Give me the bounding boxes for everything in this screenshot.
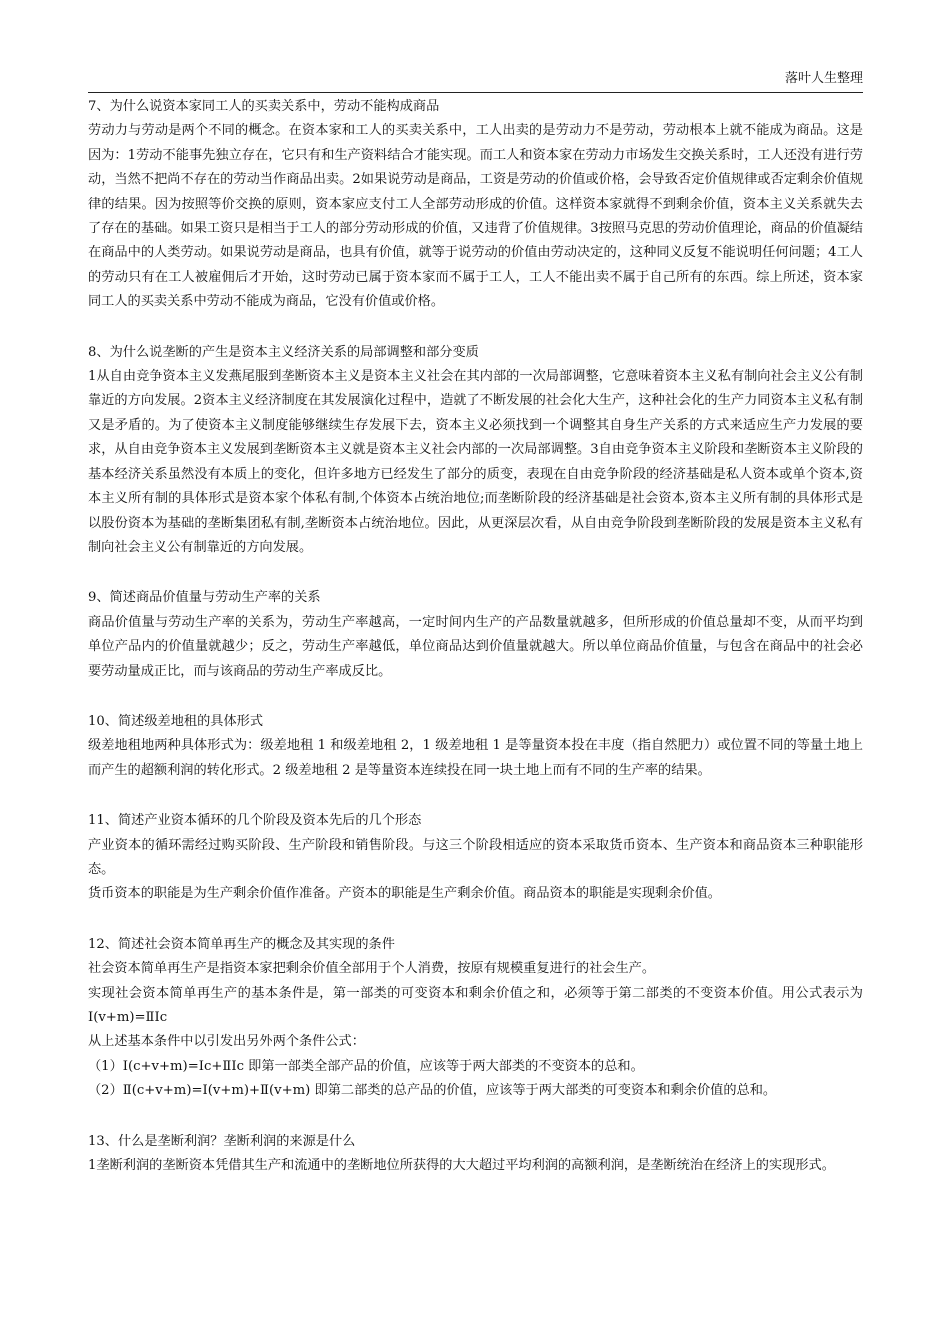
answer-paragraph: 1从自由竞争资本主义发燕尾服到垄断资本主义是资本主义社会在其内部的一次局部调整，它意味着资本主义私有制向社会主义公有制靠近的方向发展。2资本主义经济制度在其发展演化过程中，造就了不断发展的社会化大生产，这种社会化的生产力同资本主义私有制又是矛盾的。为了使资本主义制度能够继续生存发展下去，资本主义必须找到一个调整其自身生产关系的方式来适应生产力发展的要求，从自由竞争资本主义发展到垄断资本主义就是资本主义社会内部的一次局部调整。3自由竞争资本主义阶段和垄断资本主义阶段的基本经济关系虽然没有本质上的变化，但许多地方已经发生了部分的质变，表现在自由竞争阶段的经济基础是私人资本或单个资本,资本主义所有制的具体形式是资本家个体私有制,个体资本占统治地位;而垄断阶段的经济基础是社会资本,资本主义所有制的具体形式是以股份资本为基础的垄断集团私有制,垄断资本占统治地位。因此，从更深层次看，从自由竞争阶段到垄断阶段的发展是资本主义私有制向社会主义公有制靠近的方向发展。 (88, 369, 863, 555)
question-heading: 7、为什么说资本家同工人的买卖关系中，劳动不能构成商品 (88, 99, 440, 114)
question-heading: 12、简述社会资本简单再生产的概念及其实现的条件 (88, 936, 395, 952)
answer-paragraph: 货币资本的职能是为生产剩余价值作准备。产资本的职能是生产剩余价值。商品资本的职能是实现剩余价值。 (88, 886, 721, 902)
question-heading: 10、简述级差地租的具体形式 (88, 713, 264, 729)
section-q13 (88, 1130, 863, 1179)
question-heading: 11、简述产业资本循环的几个阶段及资本先后的几个形态 (88, 813, 422, 829)
answer-paragraph: 级差地租地两种具体形式为：级差地租 1 和级差地租 2，1 级差地租 1 是等量资本投在丰度（指自然肥力）或位置不同的等量土地上而产生的超额利润的转化形式。2 级差地租 2 是等量资本连续投在同一块土地上而有不同的生产率的结果。 (88, 738, 863, 778)
answer-paragraph: 产业资本的循环需经过购买阶段、生产阶段和销售阶段。与这三个阶段相适应的资本采取货币资本、生产资本和商品资本三种职能形态。 (88, 837, 863, 877)
section-q12 (88, 933, 863, 1104)
answer-paragraph: 从上述基本条件中以引发出另外两个条件公式： (88, 1034, 365, 1050)
answer-paragraph: 实现社会资本简单再生产的基本条件是，第一部类的可变资本和剩余价值之和，必须等于第二部类的不变资本价值。用公式表示为Ⅰ(v+m)=ⅡIc (88, 985, 863, 1025)
section-q7 (88, 95, 863, 315)
answer-paragraph: 社会资本简单再生产是指资本家把剩余价值全部用于个人消费，按原有规模重复进行的社会生产。 (88, 961, 656, 977)
answer-paragraph: 1垄断利润的垄断资本凭借其生产和流通中的垄断地位所获得的大大超过平均利润的高额利润，是垄断统治在经济上的实现形式。 (88, 1158, 835, 1174)
section-q9 (88, 586, 863, 684)
section-q8 (88, 341, 863, 561)
document-body (88, 95, 863, 1204)
section-q11 (88, 809, 863, 907)
question-heading: 8、为什么说垄断的产生是资本主义经济关系的局部调整和部分变质 (88, 344, 479, 360)
header-label: 落叶人生整理 (784, 71, 863, 86)
question-heading: 13、什么是垄断利润？垄断利润的来源是什么 (88, 1133, 356, 1149)
answer-paragraph: 商品价值量与劳动生产率的关系为，劳动生产率越高，一定时间内生产的产品数量就越多，但所形成的价值总量却不变，从而平均到单位产品内的价值量就越少；反之，劳动生产率越低，单位商品达到价值量就越大。所以单位商品价值量，与包含在商品中的社会必要劳动量成正比，而与该商品的劳动生产率成反比。 (88, 614, 863, 679)
question-heading: 9、简述商品价值量与劳动生产率的关系 (88, 590, 321, 606)
page-header (88, 68, 863, 93)
formula-line: （2）Ⅱ(c+v+m)=Ⅰ(v+m)+Ⅱ(v+m) 即第二部类的总产品的价值，应该等于两大部类的可变资本和剩余价值的总和。 (88, 1083, 777, 1099)
formula-line: （1）Ⅰ(c+v+m)=Ⅰc+ⅡIc 即第一部类全部产品的价值，应该等于两大部类的不变资本的总和。 (88, 1058, 644, 1074)
answer-paragraph: 劳动力与劳动是两个不同的概念。在资本家和工人的买卖关系中，工人出卖的是劳动力不是劳动，劳动根本上就不能成为商品。这是因为：1劳动不能事先独立存在，它只有和生产资料结合才能实现。而工人和资本家在劳动力市场发生交换关系时，工人还没有进行劳动，当然不把尚不存在的劳动当作商品出卖。2如果说劳动是商品，工资是劳动的价值或价格，会导致否定价值规律或否定剩余价值规律的结果。因为按照等价交换的原则，资本家应支付工人全部劳动形成的价值。这样资本家就得不到剩余价值，资本主义关系就失去了存在的基础。如果工资只是相当于工人的部分劳动形成的价值，又违背了价值规律。3按照马克思的劳动价值理论，商品的价值凝结在商品中的人类劳动。如果说劳动是商品，也具有价值，就等于说劳动的价值由劳动决定的，这种同义反复不能说明任何问题；4工人的劳动只有在工人被雇佣后才开始，这时劳动已属于资本家而不属于工人，工人不能出卖不属于自己所有的东西。综上所述，资本家同工人的买卖关系中劳动不能成为商品，它没有价值或价格。 (88, 123, 863, 310)
section-q10 (88, 710, 863, 783)
